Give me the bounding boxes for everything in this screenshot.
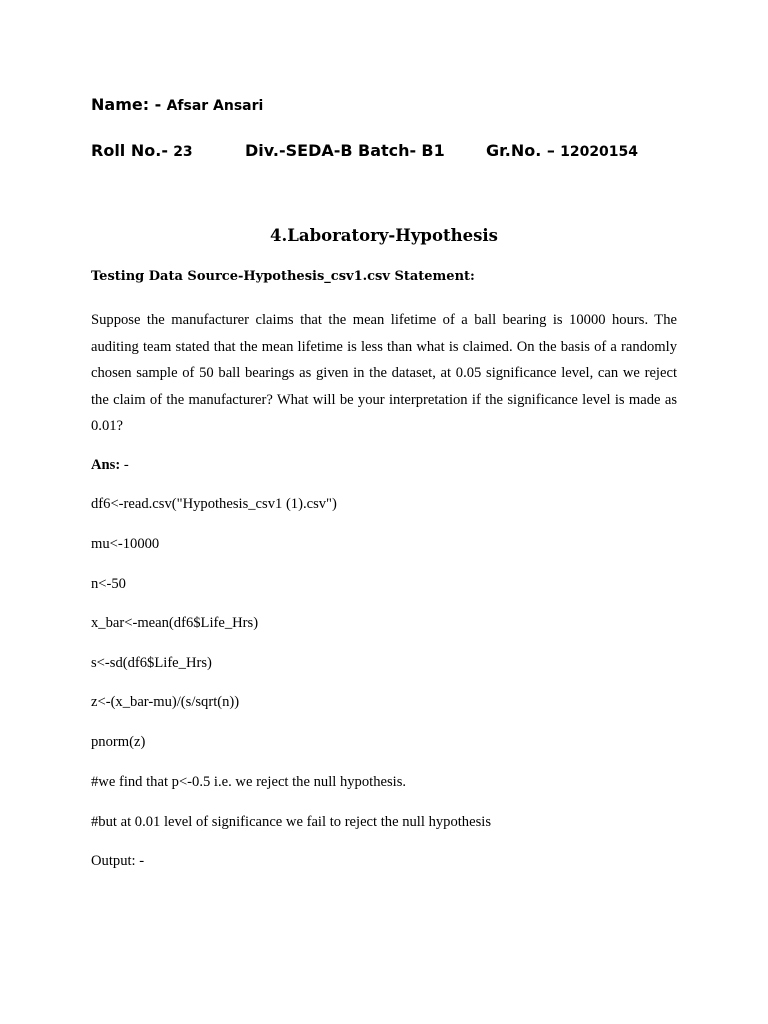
comment-line: #but at 0.01 level of significance we fail to reject the null hypothesis: [91, 814, 491, 830]
answer-label-suffix: -: [120, 457, 129, 473]
output-label: Output: -: [91, 853, 145, 869]
batch-value: B1: [421, 141, 445, 160]
comment-line: #we find that p<-0.5 i.e. we reject the null hypothesis.: [91, 774, 407, 790]
problem-statement: Suppose the manufacturer claims that the mean lifetime of a ball bearing is 10000 hours. The auditing team stated that the mean lifetime is less than what is claimed. On the basis of a randomly chosen sample of 50 ball bearings as given in the dataset, at 0.05 significance level, can we reject the claim of the manufacturer? What will be your interpretation if the significance level is made as 0.01?: [91, 312, 677, 434]
code-line: n<-50: [91, 576, 126, 592]
batch: [358, 141, 445, 160]
batch-label: Batch-: [358, 141, 417, 160]
student-name-line: [91, 95, 263, 114]
code-line: x_bar<-mean(df6$Life_Hrs): [91, 615, 259, 631]
roll-label: Roll No.-: [91, 141, 168, 160]
name-label: Name: -: [91, 95, 162, 114]
answer-label: [91, 457, 129, 474]
answer-label-text: Ans:: [91, 457, 121, 473]
code-line: z<-(x_bar-mu)/(s/sqrt(n)): [91, 694, 240, 710]
code-line: df6<-read.csv("Hypothesis_csv1 (1).csv"): [91, 496, 337, 512]
gr-value: 12020154: [560, 144, 639, 160]
gr-label: Gr.No. –: [486, 141, 555, 160]
name-value: Afsar Ansari: [166, 98, 264, 114]
document-title: 4.Laboratory-Hypothesis: [270, 226, 498, 245]
roll-value: 23: [173, 144, 193, 160]
gr-number: [486, 141, 638, 160]
code-line: mu<-10000: [91, 536, 160, 552]
division: [245, 141, 353, 160]
div-value: SEDA-B: [285, 141, 353, 160]
code-line: pnorm(z): [91, 734, 146, 750]
roll-number: [91, 141, 193, 160]
div-label: Div.-: [245, 141, 286, 160]
code-line: s<-sd(df6$Life_Hrs): [91, 655, 212, 671]
statement-heading: Testing Data Source-Hypothesis_csv1.csv Statement:: [91, 269, 475, 284]
